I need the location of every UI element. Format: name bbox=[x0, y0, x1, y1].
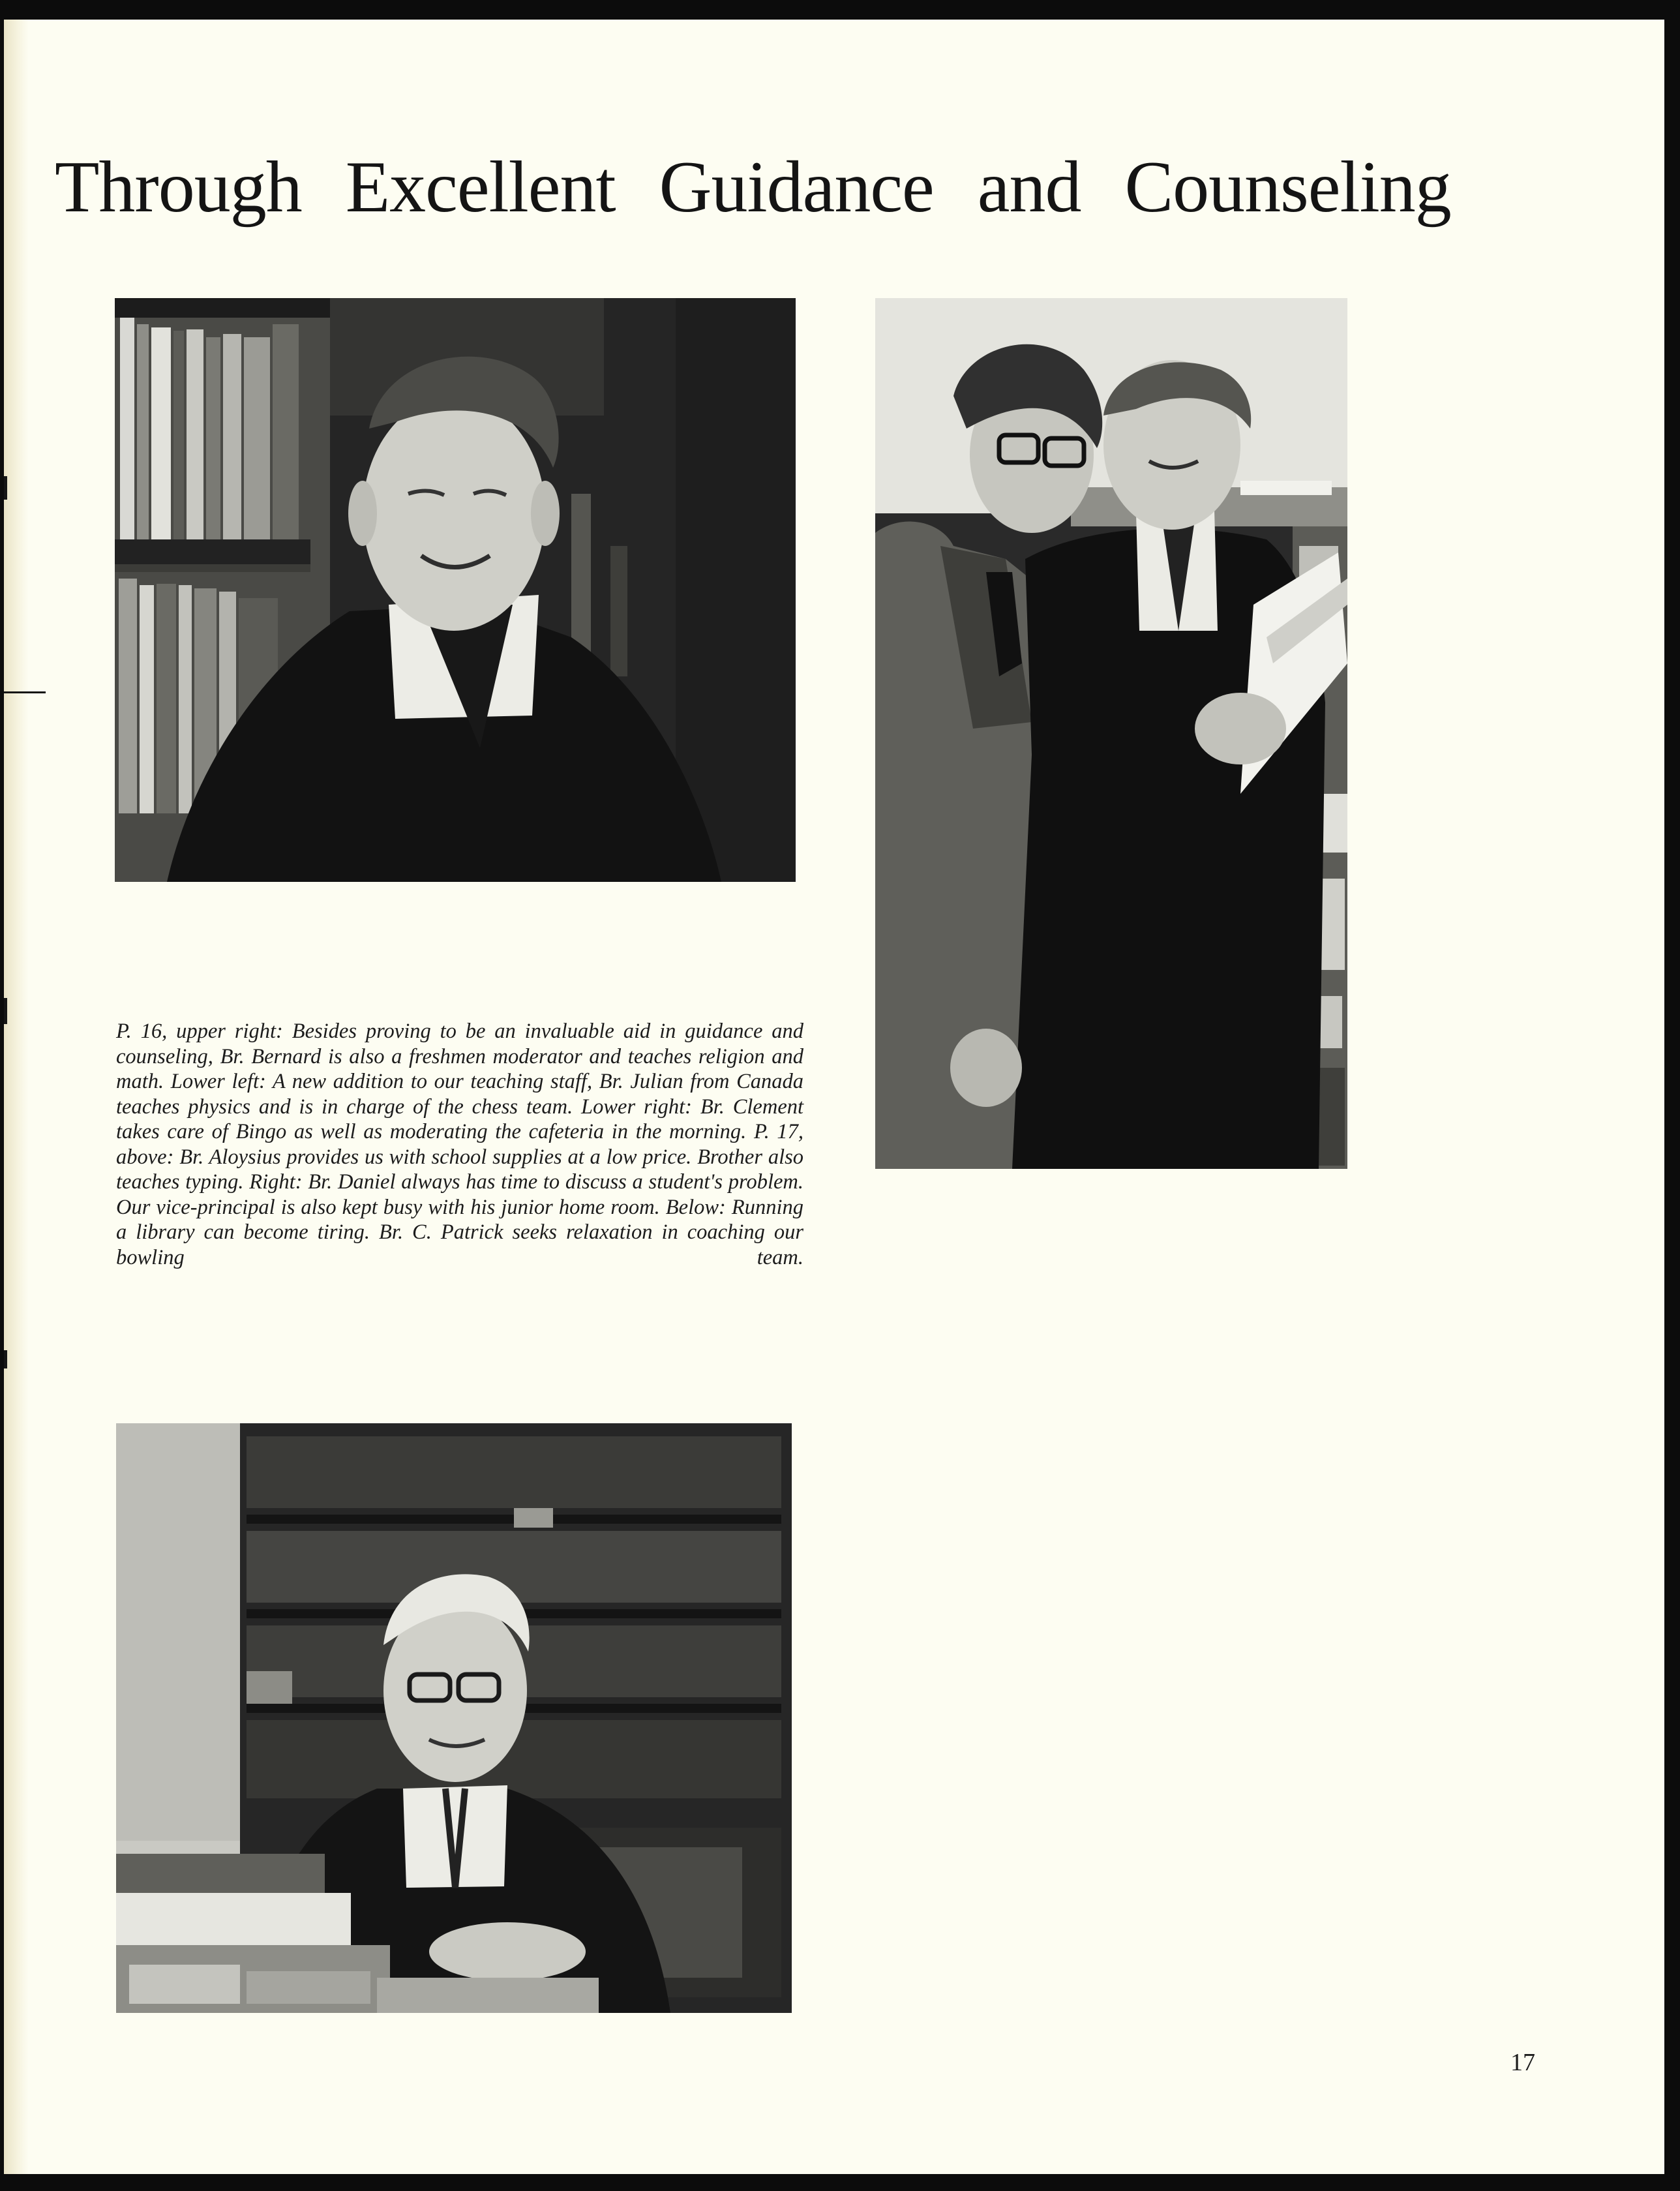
caption-line: with his junior home room. Below: Running a library can become bbox=[116, 1195, 804, 1244]
caption-line: P. 16, upper right: Besides proving to be an invaluable aid in bbox=[116, 1020, 676, 1043]
brother-daniel-with-student-photo bbox=[875, 298, 1347, 1169]
brother-aloysius-photo bbox=[115, 298, 796, 882]
page-number: 17 bbox=[1510, 2049, 1535, 2076]
photo-lower-left bbox=[116, 1423, 792, 2013]
photo-caption bbox=[116, 1019, 803, 1270]
caption-line: tiring. Br. C. Patrick seeks relaxation in coaching our bowling team. bbox=[116, 1220, 803, 1269]
binding-mark bbox=[4, 1350, 7, 1368]
photo-upper-right bbox=[875, 298, 1347, 1169]
page-edge-shadow bbox=[4, 20, 29, 2174]
page-title: Through Excellent Guidance and Counseling bbox=[55, 147, 1451, 228]
photo-upper-left bbox=[115, 298, 796, 882]
caption-line: charge of the chess team. Lower right: Br. Clement takes care of bbox=[116, 1095, 804, 1143]
binding-mark bbox=[4, 691, 46, 693]
binding-mark bbox=[4, 476, 7, 500]
caption-line: above: Br. Aloysius provides us with school supplies at a low price. bbox=[116, 1145, 692, 1169]
yearbook-page bbox=[4, 20, 1664, 2174]
caption-line: and teaches religion and math. Lower left: A new addition to our bbox=[116, 1044, 803, 1093]
caption-line: Bingo as well as moderating the cafeteria in the morning. P. 17, bbox=[235, 1120, 804, 1143]
brother-patrick-photo bbox=[116, 1423, 792, 2013]
caption-line: teaching staff, Br. Julian from Canada teaches physics and is in bbox=[116, 1070, 803, 1119]
caption-line: Brother also teaches typing. Right: Br. Daniel always has time to bbox=[116, 1145, 803, 1194]
caption-line: guidance and counseling, Br. Bernard is also a freshmen moderator bbox=[116, 1020, 803, 1068]
binding-mark bbox=[4, 998, 7, 1024]
caption-line: discuss a student's problem. Our vice-principal is also kept busy bbox=[116, 1170, 804, 1219]
